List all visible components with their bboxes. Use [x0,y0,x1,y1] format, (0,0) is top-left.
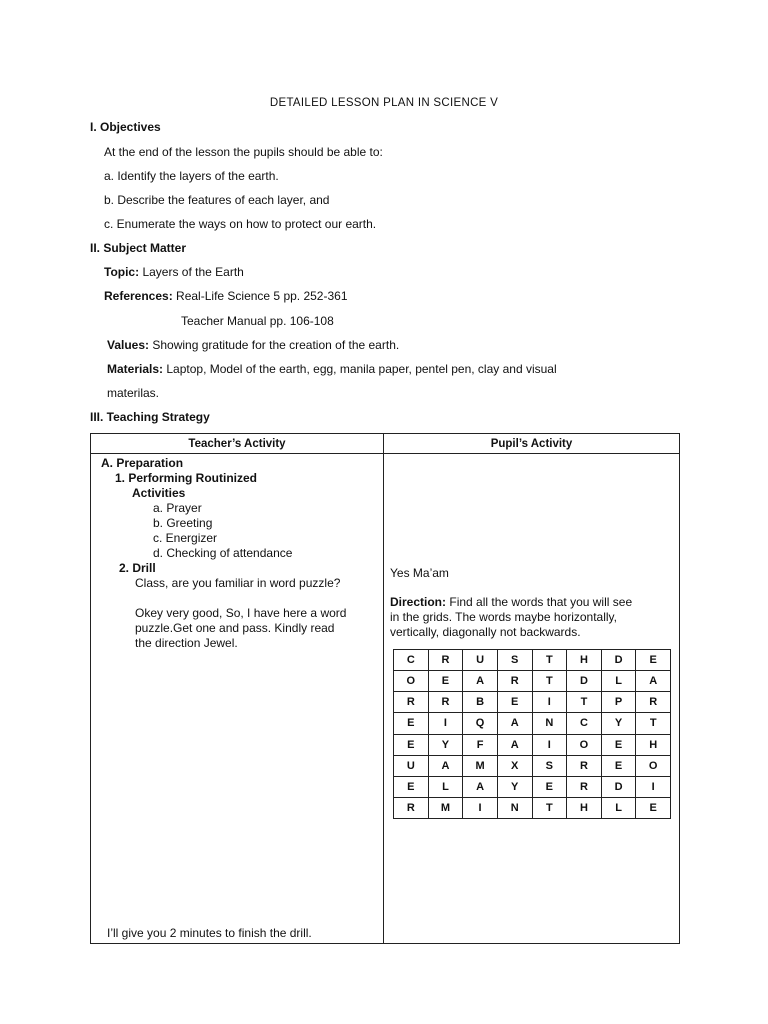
puzzle-cell: H [567,797,602,818]
references-line [104,289,348,304]
puzzle-cell: E [636,797,671,818]
puzzle-cell: R [428,650,463,671]
puzzle-cell: A [463,671,498,692]
puzzle-cell: E [636,650,671,671]
word-puzzle-grid [393,649,671,819]
puzzle-cell: P [601,692,636,713]
values-line [107,338,399,353]
materials-value: Laptop, Model of the earth, egg, manila paper, pentel pen, clay and visual [166,362,557,376]
puzzle-cell: U [394,755,429,776]
puzzle-cell: I [532,734,567,755]
puzzle-cell: C [394,650,429,671]
puzzle-cell: E [394,734,429,755]
puzzle-cell: T [532,650,567,671]
puzzle-cell: N [532,713,567,734]
puzzle-cell: R [567,755,602,776]
subject-matter-heading: II. Subject Matter [90,241,187,255]
puzzle-cell: N [497,797,532,818]
preparation-heading: A. Preparation [101,456,184,470]
puzzle-cell: Y [601,713,636,734]
materials-line [107,362,557,377]
pupil-answer: Yes Ma’am [390,566,449,580]
puzzle-row [394,755,671,776]
objective-item: c. Enumerate the ways on how to protect our earth. [104,217,377,231]
drill-text: Okey very good, So, I have here a word [135,606,347,620]
values-value: Showing gratitude for the creation of the earth. [152,338,400,352]
objective-item: b. Describe the features of each layer, and [104,193,330,207]
topic-value: Layers of the Earth [142,265,244,279]
puzzle-cell: T [532,671,567,692]
teacher-activity-header: Teacher’s Activity [91,434,384,454]
puzzle-row [394,650,671,671]
puzzle-cell: E [394,713,429,734]
puzzle-cell: R [636,692,671,713]
puzzle-cell: A [636,671,671,692]
materials-label: Materials: [107,362,164,376]
puzzle-cell: H [567,650,602,671]
direction-label: Direction: [390,595,447,609]
puzzle-cell: R [394,692,429,713]
puzzle-cell: C [567,713,602,734]
drill-text: the direction Jewel. [135,636,238,650]
puzzle-cell: L [601,797,636,818]
puzzle-cell: O [394,671,429,692]
puzzle-cell: I [532,692,567,713]
puzzle-cell: A [497,734,532,755]
puzzle-cell: E [428,671,463,692]
puzzle-cell: B [463,692,498,713]
pupil-activity-header: Pupil’s Activity [384,434,680,454]
values-label: Values: [107,338,150,352]
puzzle-cell: A [428,755,463,776]
puzzle-cell: O [567,734,602,755]
puzzle-row [394,776,671,797]
puzzle-cell: R [567,776,602,797]
puzzle-cell: O [636,755,671,776]
materials-value-2: materilas. [107,386,160,400]
puzzle-cell: E [601,734,636,755]
puzzle-cell: M [428,797,463,818]
puzzle-cell: R [497,671,532,692]
puzzle-cell: T [636,713,671,734]
puzzle-cell: I [636,776,671,797]
direction-text-3: vertically, diagonally not backwards. [390,625,581,639]
routine-item: c. Energizer [153,531,218,545]
puzzle-cell: E [394,776,429,797]
puzzle-cell: H [636,734,671,755]
puzzle-cell: F [463,734,498,755]
puzzle-cell: D [601,776,636,797]
objectives-heading: I. Objectives [90,120,161,134]
puzzle-cell: T [532,797,567,818]
puzzle-cell: E [497,692,532,713]
puzzle-cell: Q [463,713,498,734]
puzzle-cell: D [601,650,636,671]
puzzle-cell: L [601,671,636,692]
puzzle-row [394,692,671,713]
teaching-strategy-heading: III. Teaching Strategy [90,410,210,424]
puzzle-cell: A [463,776,498,797]
references-label: References: [104,289,173,303]
puzzle-cell: R [394,797,429,818]
puzzle-row [394,797,671,818]
drill-text: puzzle.Get one and pass. Kindly read [135,621,335,635]
teacher-activity-cell [91,454,384,944]
puzzle-cell: T [567,692,602,713]
puzzle-row [394,734,671,755]
puzzle-cell: A [497,713,532,734]
puzzle-cell: E [532,776,567,797]
word-puzzle-body [394,650,671,819]
objective-item: a. Identify the layers of the earth. [104,169,279,183]
puzzle-cell: Y [497,776,532,797]
puzzle-cell: X [497,755,532,776]
direction-text-2: in the grids. The words maybe horizontally, [390,610,617,624]
puzzle-cell: Y [428,734,463,755]
references-value-2: Teacher Manual pp. 106-108 [181,314,334,328]
direction-line [390,595,632,610]
puzzle-cell: S [497,650,532,671]
puzzle-row [394,713,671,734]
puzzle-cell: R [428,692,463,713]
drill-question: Class, are you familiar in word puzzle? [135,576,341,590]
objectives-intro: At the end of the lesson the pupils should be able to: [104,145,383,159]
routine-item: d. Checking of attendance [153,546,293,560]
puzzle-row [394,671,671,692]
puzzle-cell: M [463,755,498,776]
puzzle-cell: L [428,776,463,797]
puzzle-cell: E [601,755,636,776]
references-value: Real-Life Science 5 pp. 252-361 [176,289,348,303]
topic-label: Topic: [104,265,140,279]
routine-item: a. Prayer [153,501,202,515]
routine-item: b. Greeting [153,516,213,530]
routine-heading-2: Activities [132,486,186,500]
puzzle-cell: S [532,755,567,776]
puzzle-cell: I [463,797,498,818]
drill-closing: I’ll give you 2 minutes to finish the drill. [107,926,312,940]
puzzle-cell: I [428,713,463,734]
document-title: DETAILED LESSON PLAN IN SCIENCE V [269,97,499,109]
routine-heading: 1. Performing Routinized [115,471,258,485]
puzzle-cell: D [567,671,602,692]
puzzle-cell: U [463,650,498,671]
topic-line [104,265,244,280]
drill-heading: 2. Drill [119,561,156,575]
direction-text: Find all the words that you will see [449,595,633,609]
